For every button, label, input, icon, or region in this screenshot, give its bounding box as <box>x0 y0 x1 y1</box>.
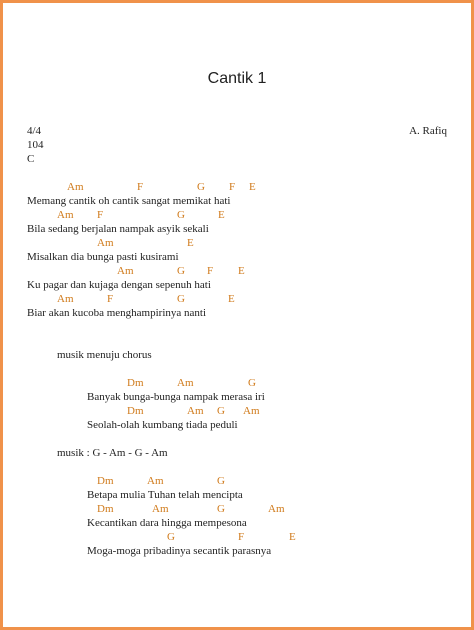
chord: Dm <box>127 405 144 417</box>
chord: F <box>107 293 114 305</box>
chord: E <box>218 209 225 221</box>
chord: F <box>97 209 104 221</box>
chord: Am <box>268 503 285 515</box>
chord: E <box>187 237 194 249</box>
chord: G <box>217 475 225 487</box>
chord: Am <box>243 405 260 417</box>
chord: Dm <box>127 377 144 389</box>
lyric-line: Moga-moga pribadinya secantik parasnya <box>87 545 272 557</box>
chord: Am <box>67 181 84 193</box>
chord: G <box>177 209 185 221</box>
chord: Am <box>97 237 114 249</box>
chord: G <box>167 531 175 543</box>
chord: Am <box>177 377 194 389</box>
lyric-line: Biar akan kucoba menghampirinya nanti <box>27 307 206 319</box>
tempo: 104 <box>27 139 44 151</box>
lyric-line: Bila sedang berjalan nampak asyik sekali <box>27 223 209 235</box>
chord: Am <box>187 405 204 417</box>
note-music: musik : G - Am - G - Am <box>57 447 168 459</box>
chord: F <box>229 181 236 193</box>
chord: Dm <box>97 475 114 487</box>
chord: G <box>217 503 225 515</box>
lyric-line: Ku pagar dan kujaga dengan sepenuh hati <box>27 279 211 291</box>
chord: Am <box>147 475 164 487</box>
chord: G <box>248 377 256 389</box>
chord: E <box>249 181 256 193</box>
chord: F <box>137 181 144 193</box>
lyric-line: Betapa mulia Tuhan telah mencipta <box>87 489 243 501</box>
note-chorus: musik menuju chorus <box>57 349 152 361</box>
chord: G <box>197 181 205 193</box>
chord: F <box>238 531 245 543</box>
song-title: Cantik 1 <box>207 70 267 87</box>
chord: E <box>238 265 245 277</box>
chord: Dm <box>97 503 114 515</box>
chord: G <box>177 293 185 305</box>
song-key: C <box>27 153 35 165</box>
lyric-line: Misalkan dia bunga pasti kusirami <box>27 251 179 263</box>
lyric-line: Memang cantik oh cantik sangat memikat hati <box>27 195 231 207</box>
chord: Am <box>57 209 74 221</box>
chord: E <box>289 531 296 543</box>
lyric-line: Banyak bunga-bunga nampak merasa iri <box>87 391 265 403</box>
chord: E <box>228 293 235 305</box>
lyric-line: Kecantikan dara hingga mempesona <box>87 517 247 529</box>
time-signature: 4/4 <box>27 125 42 137</box>
chord: G <box>177 265 185 277</box>
chord: Am <box>57 293 74 305</box>
chord: G <box>217 405 225 417</box>
chord: F <box>207 265 214 277</box>
chord: Am <box>152 503 169 515</box>
composer: A. Rafiq <box>409 125 447 137</box>
chord: Am <box>117 265 134 277</box>
lyric-line: Seolah-olah kumbang tiada peduli <box>87 419 238 431</box>
